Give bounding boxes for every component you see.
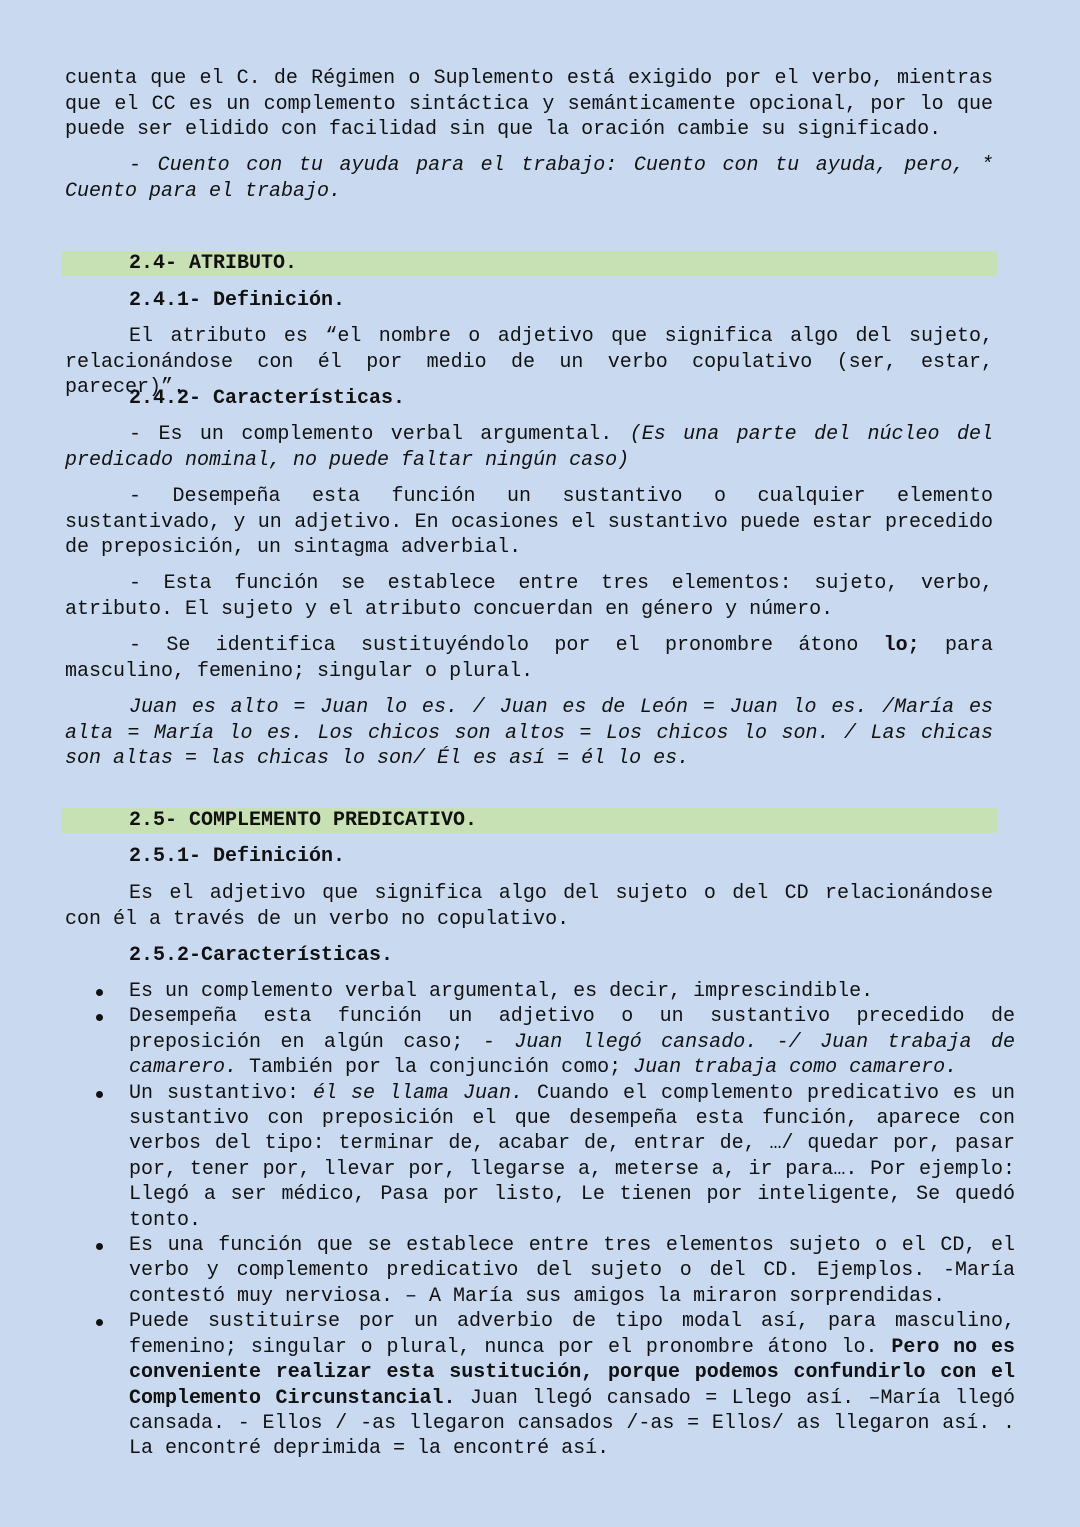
predicativo-b3-a: Un sustantivo:	[129, 1081, 314, 1105]
atributo-c4-post: para masculino, femenino; singular o plural.	[65, 634, 993, 683]
list-item	[65, 1233, 1015, 1309]
bullet-icon	[96, 1243, 103, 1250]
predicativo-b2-italic-1: - Juan llegó cansado. -/ Juan trabaja de camarero.	[129, 1030, 1015, 1080]
atributo-characteristic-1	[65, 422, 993, 473]
atributo-examples: Juan es alto = Juan lo es. / Juan es de León = Juan lo es. /María es alta = María lo es. Los chicos son altos = Los chicos lo son. / Las chicas son altas = las chicas lo son/ Él es así = él lo es.	[65, 696, 993, 770]
atributo-characteristics-heading: 2.4.2- Características.	[129, 387, 406, 410]
predicativo-b5-a: Puede sustituirse por un adverbio de tipo modal así, para masculino, femenino; singular o plural, nunca por el pronombre átono lo.	[129, 1310, 1015, 1359]
atributo-characteristic-4	[65, 633, 993, 684]
section-heading-atributo-text: 2.4- ATRIBUTO.	[129, 252, 298, 275]
predicativo-b1: Es un complemento verbal argumental, es decir, imprescindible.	[129, 980, 874, 1003]
atributo-c4-pre: - Se identifica sustituyéndolo por el pronombre átono	[129, 634, 884, 657]
bullet-icon	[96, 1319, 103, 1326]
intro-paragraph: cuenta que el C. de Régimen o Suplemento está exigido por el verbo, mientras que el CC es un complemento sintáctica y semánticamente opcional, por lo que puede ser elidido con facilidad sin que la oración cambie su significado.	[65, 67, 993, 141]
atributo-c4-bold: lo;	[883, 634, 920, 657]
bullet-icon	[96, 989, 103, 996]
atributo-definition-heading: 2.4.1- Definición.	[129, 289, 346, 312]
predicativo-b5-bold: Pero no es conveniente realizar esta sustitución, porque podemos confundirlo con el Complemento Circunstancial.	[129, 1335, 1015, 1410]
section-heading-atributo	[62, 251, 997, 276]
predicativo-b4: Es una función que se establece entre tres elementos sujeto o el CD, el verbo y complemento predicativo del sujeto o del CD. Ejemplos. -María contestó muy nerviosa. – A María sus amigos la miraron sorprendidas.	[129, 1234, 1015, 1308]
atributo-characteristic-2: - Desempeña esta función un sustantivo o cualquier elemento sustantivado, y un adjetivo. En ocasiones el sustantivo puede estar precedido de preposición, un sintagma adverbial.	[65, 485, 993, 559]
section-heading-predicativo-text: 2.5- COMPLEMENTO PREDICATIVO.	[129, 809, 478, 832]
atributo-characteristic-3: - Esta función se establece entre tres elementos: sujeto, verbo, atributo. El sujeto y el atributo concuerdan en género y número.	[65, 572, 993, 621]
section-heading-predicativo	[62, 808, 997, 833]
intro-example: - Cuento con tu ayuda para el trabajo: Cuento con tu ayuda, pero, * Cuento para el trabajo.	[65, 154, 993, 203]
bullet-icon	[96, 1014, 103, 1021]
predicativo-characteristics-heading: 2.5.2-Características.	[129, 944, 394, 967]
predicativo-b5-b: Juan llegó cansado = Llego así. –María llegó cansada. - Ellos / -as llegaron cansados /-as = Ellos/ as llegaron así. . La encontré deprimida = la encontré así.	[129, 1386, 1015, 1461]
predicativo-definition-heading: 2.5.1- Definición.	[129, 845, 346, 868]
predicativo-b2-b: También por la conjunción como;	[237, 1056, 634, 1080]
predicativo-definition-text: Es el adjetivo que significa algo del sujeto o del CD relacionándose con él a través de un verbo no copulativo.	[65, 882, 993, 931]
list-item	[65, 1004, 1015, 1080]
predicativo-b3-italic: él se llama Juan.	[313, 1081, 524, 1105]
predicativo-characteristics-list	[65, 979, 1015, 1462]
list-item	[65, 1081, 1015, 1233]
predicativo-b2-italic-2: Juan trabaja como camarero.	[633, 1056, 958, 1080]
predicativo-b3-b: Cuando el complemento predicativo es un sustantivo con preposición el que desempeña esta función, aparece con verbos del tipo: terminar de, acabar de, entrar de, …/ quedar por, pasar por, tener por, llevar por, llegarse a, meterse a, ir para…. Por ejemplo: Llegó a ser médico, Pasa por listo, Le tienen por inteligente, Se quedó tonto.	[129, 1081, 1016, 1232]
atributo-definition-text: El atributo es “el nombre o adjetivo que significa algo del sujeto, relacionándose con él por medio de un verbo copulativo (ser, estar, parecer)”.	[65, 325, 993, 399]
list-item	[65, 1309, 1015, 1461]
list-item	[65, 979, 1015, 1004]
atributo-c1-text: - Es un complemento verbal argumental.	[129, 423, 630, 446]
bullet-icon	[96, 1091, 103, 1098]
atributo-c1-italic: (Es una parte del núcleo del predicado nominal, no puede faltar ningún caso)	[65, 423, 993, 472]
predicativo-b2-a: Desempeña esta función un adjetivo o un sustantivo precedido de preposición en algún caso;	[129, 1005, 1015, 1054]
